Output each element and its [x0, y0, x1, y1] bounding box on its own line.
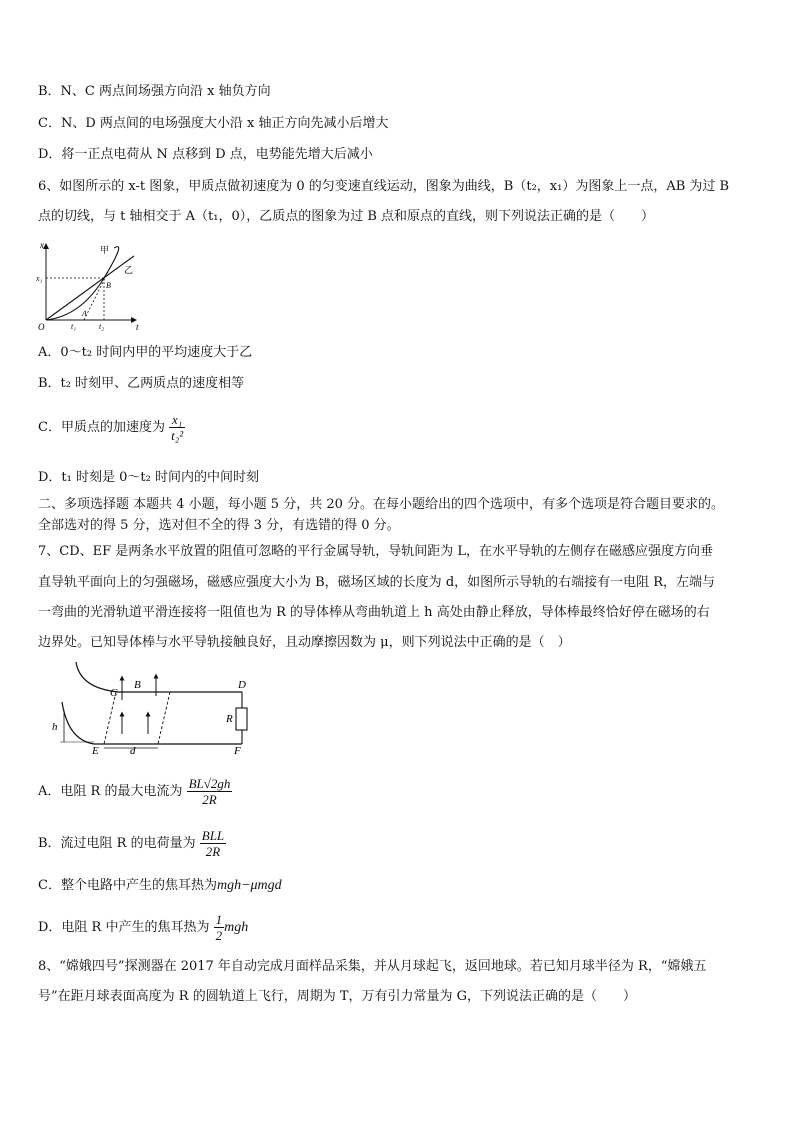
point-b: B: [106, 281, 111, 290]
q6-accel-fraction: [169, 412, 185, 443]
q7-option-b: [38, 826, 226, 862]
q7-max-current-fraction: [187, 776, 233, 807]
q7-charge-fraction: [200, 828, 226, 859]
label-c: C: [110, 687, 118, 699]
q8-stem-line1: 8、“嫦娥四号”探测器在 2017 年自动完成月面样品采集，并从月球起飞，返回地球。若已知月球半径为 R，“嫦娥五: [38, 959, 707, 974]
q7-option-a-prefix: A．电阻 R 的最大电流为: [38, 784, 183, 799]
q7-option-d-prefix: D．电阻 R 中产生的焦耳热为: [38, 920, 210, 935]
tick-t1: t₁: [71, 322, 77, 331]
q6-stem-line2: 点的切线，与 t 轴相交于 A（t₁，0），乙质点的图象为过 B 点和原点的直线，则下列说法正确的是（ ）: [38, 209, 655, 224]
q7-option-d: [38, 910, 248, 946]
q7-rail-diagram: [48, 660, 258, 755]
q6-fraction-num: x₁: [169, 412, 185, 428]
q6-stem-line1: 6、如图所示的 x-t 图象，甲质点做初速度为 0 的匀变速直线运动，图象为曲线，B（t₂，x₁）为图象上一点，AB 为过 B: [38, 179, 730, 194]
label-jia: 甲: [100, 245, 110, 255]
q7-stem-line1: 7、CD、EF 是两条水平放置的阻值可忽略的平行金属导轨，导轨间距为 L，在水平导轨的左侧存在磁感应强度方向垂: [38, 544, 714, 559]
q7-half-fraction: [214, 912, 225, 943]
label-d: D: [238, 679, 246, 691]
option-c-prev: C．N、D 两点间的电场强度大小沿 x 轴正方向先减小后增大: [38, 116, 389, 131]
q7-d-expression: mgh: [224, 920, 249, 935]
point-a: A: [82, 309, 87, 318]
origin-label: O: [38, 322, 45, 332]
q7-a-den: 2R: [202, 792, 217, 807]
tick-t2: t₂: [99, 322, 105, 331]
q6-option-b: B．t₂ 时刻甲、乙两质点的速度相等: [38, 376, 245, 391]
section2-line2: 全部选对的得 5 分，选对但不全的得 3 分，有选错的得 0 分。: [38, 518, 400, 533]
curved-track-bottom: [62, 702, 94, 744]
label-f: F: [234, 745, 241, 755]
option-d-prev: D．将一正点电荷从 N 点移到 D 点，电势能先增大后减小: [38, 147, 373, 162]
q6-fraction-den: t₂²: [171, 428, 184, 443]
q7-b-num: BLL: [201, 828, 225, 843]
label-h: h: [52, 721, 58, 733]
q7-stem-line2: 直导轨平面向上的匀强磁场，磁感应强度大小为 B，磁场区域的长度为 d，如图所示导轨的右端接有一电阻 R，左端与: [38, 575, 716, 590]
field-left-edge: [104, 692, 116, 744]
resistor-r: [236, 708, 247, 730]
q6-option-a: A．0～t₂ 时间内甲的平均速度大于乙: [38, 345, 253, 360]
q7-b-den: 2R: [205, 844, 221, 859]
axis-label-x: x: [40, 240, 44, 250]
label-e: E: [92, 745, 99, 755]
label-yi: 乙: [124, 265, 134, 275]
q7-d-num: 1: [215, 912, 223, 927]
q7-option-c-prefix: C．整个电路中产生的焦耳热为: [38, 878, 217, 893]
q7-a-num: BL√2gh: [188, 776, 231, 791]
q7-option-a: [38, 774, 232, 810]
q7-d-den: 2: [215, 928, 223, 943]
field-right-edge: [158, 692, 170, 744]
q6-option-c: [38, 412, 185, 443]
tick-x1: x₁: [36, 274, 43, 283]
label-d-length: d: [130, 745, 136, 755]
q7-stem-line4: 边界处。已知导体棒与水平导轨接触良好，且动摩擦因数为 μ，则下列说法中正确的是（ ）: [38, 635, 571, 650]
q7-option-c: [38, 876, 282, 896]
q7-c-expression: mgh−μmgd: [216, 878, 282, 893]
line-yi: [46, 256, 134, 320]
q6-option-c-prefix: C．甲质点的加速度为: [38, 420, 165, 435]
q6-option-d: D．t₁ 时刻是 0～t₂ 时间内的中间时刻: [38, 470, 259, 485]
q7-stem-line3: 一弯曲的光滑轨道平滑连接将一阻值也为 R 的导体棒从弯曲轨道上 h 高处由静止释放，导体棒最终恰好停在磁场的右: [38, 605, 710, 620]
label-r: R: [226, 713, 233, 725]
label-b-field: B: [134, 679, 141, 691]
q7-option-b-prefix: B．流过电阻 R 的电荷量为: [38, 836, 196, 851]
section2-line1: 二、多项选择题 本题共 4 小题，每小题 5 分，共 20 分。在每小题给出的四个选项中，有多个选项是符合题目要求的。: [38, 497, 725, 512]
q8-stem-line2: 号”在距月球表面高度为 R 的圆轨道上飞行，周期为 T，万有引力常量为 G，下列说法正确的是（ ）: [38, 989, 637, 1004]
q6-xt-graph: [36, 238, 146, 333]
option-b-prev: B．N、C 两点间场强方向沿 x 轴负方向: [38, 84, 271, 99]
axis-label-t: t: [136, 322, 139, 332]
